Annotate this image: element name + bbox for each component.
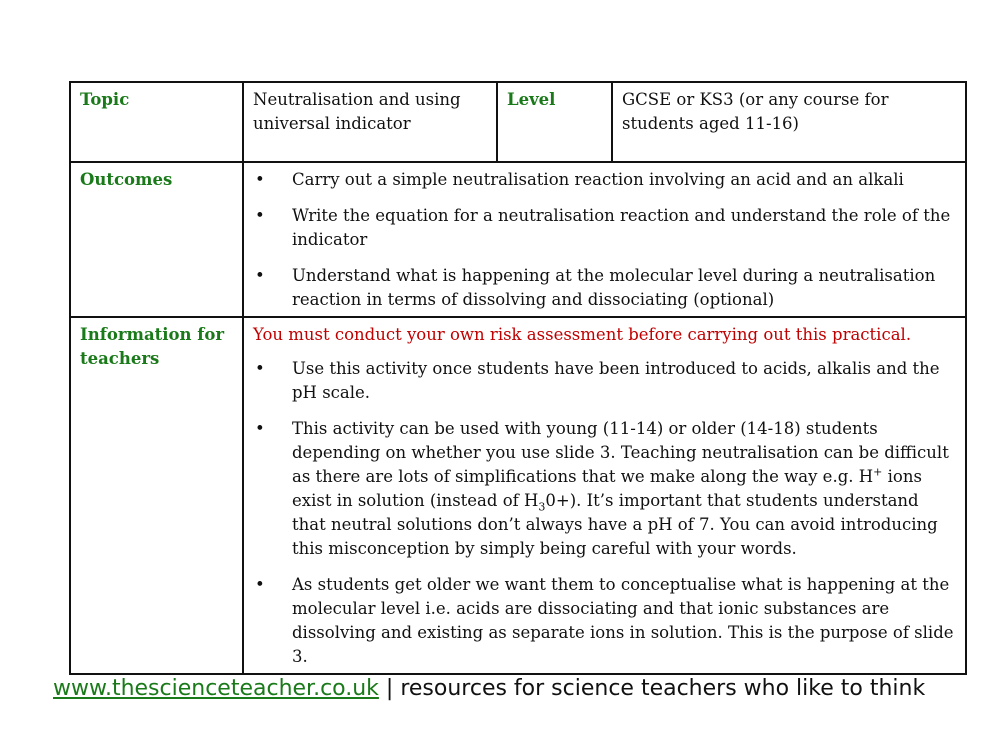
risk-warning: You must conduct your own risk assessment before carrying out this practical. [253, 325, 912, 344]
list-item: • Use this activity once students have been introduced to acids, alkalis and the pH scale. [255, 359, 940, 402]
list-item: • Understand what is happening at the molecular level during a neutralisation reaction in terms of dissolving and dissociating (optional) [255, 266, 936, 309]
topic-value: Neutralisation and using universal indicator [243, 82, 497, 162]
list-item: • As students get older we want them to conceptualise what is happening at the molecular level i.e. acids are dissociating and that ionic substances are dissolving and existing as separate ions in solution. This is the purpose of slide 3. [255, 575, 954, 666]
footer-tagline: | resources for science teachers who like to think [378, 676, 926, 701]
outcomes-content [243, 162, 966, 317]
lesson-info-table [69, 81, 967, 675]
list-item: • Carry out a simple neutralisation reaction involving an acid and an alkali [255, 170, 904, 189]
level-label: Level [497, 82, 612, 162]
list-item: • Write the equation for a neutralisation reaction and understand the role of the indicator [255, 206, 951, 249]
info-label: Information for teachers [70, 317, 243, 674]
info-list [253, 357, 956, 669]
outcomes-list [253, 168, 956, 312]
topic-label: Topic [70, 82, 243, 162]
outcomes-label: Outcomes [70, 162, 243, 317]
info-content [243, 317, 966, 674]
level-value: GCSE or KS3 (or any course for students aged 11-16) [612, 82, 966, 162]
info-row [70, 317, 966, 674]
footer [53, 674, 925, 704]
list-item: • This activity can be used with young (11-14) or older (14-18) students depending on whether you use slide 3. Teaching neutralisation can be difficult as there are lots of simplifications that we make along the way e.g. H+ ions exist in solution (instead of $H_30+$). It’s important that students understand that neutral solutions don’t always have a pH of 7. You can avoid introducing this misconception by simply being careful with your words. [255, 419, 949, 558]
outcomes-row [70, 162, 966, 317]
topic-row [70, 82, 966, 162]
website-link[interactable]: www.thescienceteacher.co.uk [53, 676, 379, 701]
